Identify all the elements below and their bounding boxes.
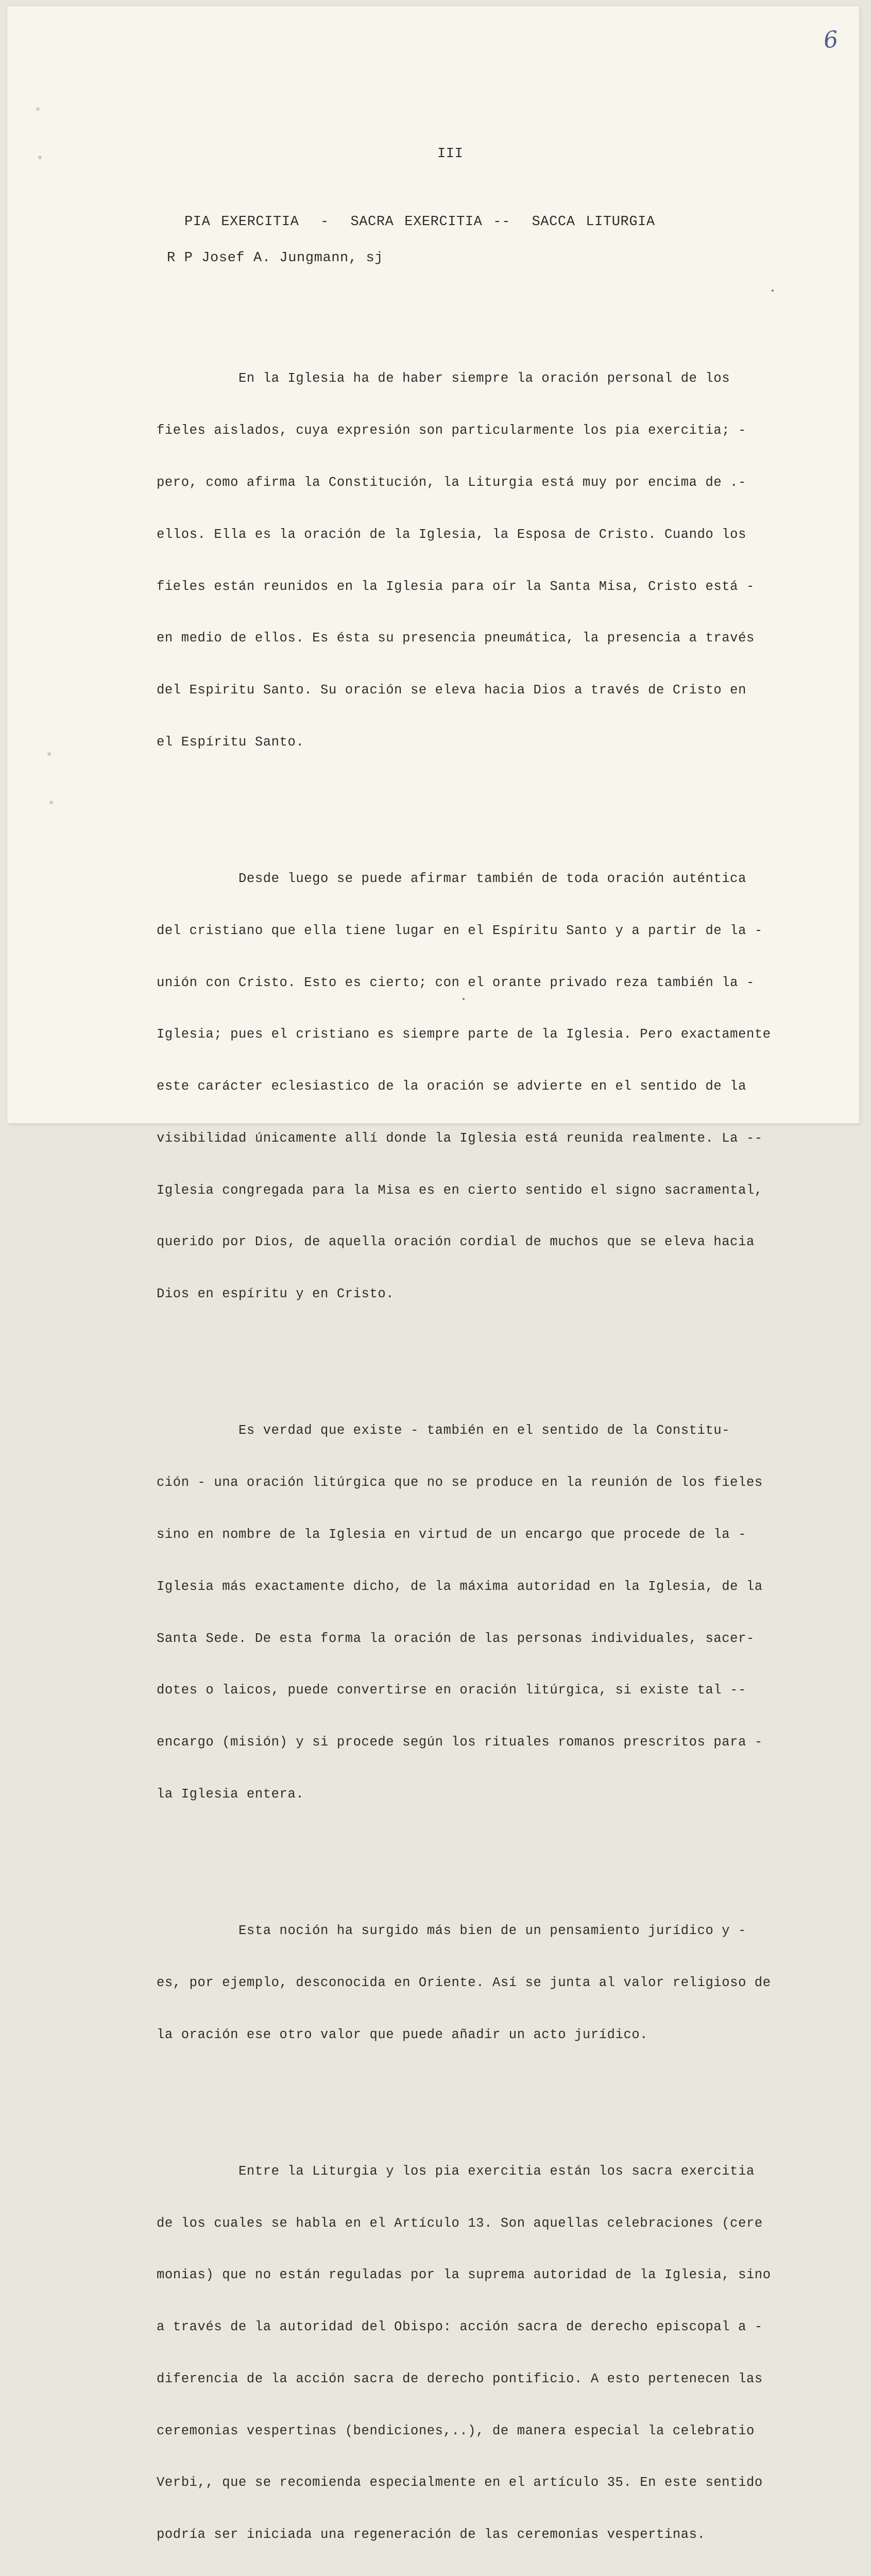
text-line: en medio de ellos. Es ésta su presencia pneumática, la presencia a través (157, 631, 755, 646)
text-line: fieles aislados, cuya expresión son particularmente los pia exercitia; - (157, 423, 746, 438)
text-line: a través de la autoridad del Obispo: acción sacra de derecho episcopal a - (157, 2319, 763, 2335)
text-line: unión con Cristo. Esto es cierto; con el orante privado reza también la - (157, 975, 755, 990)
paragraph (157, 2128, 842, 2576)
text-line: Iglesia más exactamente dicho, de la máxima autoridad en la Iglesia, de la (157, 1579, 763, 1594)
text-line: Iglesia congregada para la Misa es en cierto sentido el signo sacramental, (157, 1182, 763, 1198)
text-line: Esta noción ha surgido más bien de un pensamiento jurídico y - (157, 1923, 746, 1939)
text-line: monias) que no están reguladas por la suprema autoridad de la Iglesia, sino (157, 2267, 771, 2283)
text-line: visibilidad únicamente allí donde la Iglesia está reunida realmente. La -- (157, 1130, 763, 1146)
punch-mark (38, 156, 42, 159)
paragraph (157, 836, 842, 1337)
text-line: del cristiano que ella tiene lugar en el Espíritu Santo y a partir de la - (157, 923, 763, 938)
text-line: de los cuales se habla en el Artículo 13. Son aquellas celebraciones (cere (157, 2215, 763, 2231)
text-line: ellos. Ella es la oración de la Iglesia, la Esposa de Cristo. Cuando los (157, 527, 746, 542)
punch-mark (47, 752, 51, 756)
text-line: la oración ese otro valor que puede añadir un acto jurídico. (157, 2027, 648, 2042)
text-line: ción - una oración litúrgica que no se produce en la reunión de los fieles (157, 1475, 763, 1490)
punch-mark (36, 107, 40, 111)
text-line: Entre la Liturgia y los pia exercitia están los sacra exercitia (157, 2163, 755, 2179)
text-line: dotes o laicos, puede convertirse en oración litúrgica, si existe tal -- (157, 1683, 746, 1698)
text-line: sino en nombre de la Iglesia en virtud de un encargo que procede de la - (157, 1527, 746, 1542)
text-line: ceremonias vespertinas (bendiciones,..), de manera especial la celebratio (157, 2423, 755, 2438)
section-number: III (437, 146, 464, 162)
body-text (157, 301, 842, 2576)
text-line: Es verdad que existe - también en el sentido de la Constitu- (157, 1423, 730, 1438)
text-line: este carácter eclesiastico de la oración se advierte en el sentido de la (157, 1079, 746, 1094)
paragraph (157, 1387, 842, 1837)
text-line: es, por ejemplo, desconocida en Oriente. Así se junta al valor religioso de (157, 1975, 771, 1990)
punch-mark (49, 801, 53, 804)
text-line: el Espíritu Santo. (157, 734, 304, 750)
text-line: En la Iglesia ha de haber siempre la oración personal de los (157, 371, 730, 386)
text-line: del Espiritu Santo. Su oración se eleva hacia Dios a través de Cristo en (157, 683, 746, 698)
text-line: querido por Dios, de aquella oración cordial de muchos que se eleva hacia (157, 1234, 755, 1250)
text-line: Dios en espíritu y en Cristo. (157, 1286, 395, 1302)
ink-dot (772, 290, 774, 292)
page-number: 6 (822, 26, 840, 54)
text-line: Santa Sede. De esta forma la oración de las personas individuales, sacer- (157, 1631, 755, 1646)
document-page (7, 6, 859, 2543)
text-line: Desde luego se puede afirmar también de toda oración auténtica (157, 871, 746, 886)
paragraph (157, 1888, 842, 2078)
text-line: la Iglesia entera. (157, 1786, 304, 1802)
text-line: Iglesia; pues el cristiano es siempre parte de la Iglesia. Pero exactamente (157, 1027, 771, 1042)
text-line: fieles están reunidos en la Iglesia para oír la Santa Misa, Cristo está - (157, 579, 755, 594)
text-line: pero, como afirma la Constitución, la Liturgia está muy por encima de .- (157, 474, 746, 490)
text-line: Verbi,, que se recomienda especialmente en el artículo 35. En este sentido (157, 2475, 763, 2490)
author-line: R P Josef A. Jungmann, sj (167, 250, 384, 266)
text-line: podría ser iniciada una regeneración de las ceremonias vespertinas. (157, 2527, 706, 2543)
text-line: encargo (misión) y si procede según los rituales romanos prescritos para - (157, 1735, 763, 1750)
text-line: diferencia de la acción sacra de derecho pontificio. A esto pertenecen las (157, 2371, 763, 2386)
document-title: PIA EXERCITIA - SACRA EXERCITIA -- SACCA LITURGIA (184, 214, 655, 230)
paragraph (157, 335, 842, 785)
